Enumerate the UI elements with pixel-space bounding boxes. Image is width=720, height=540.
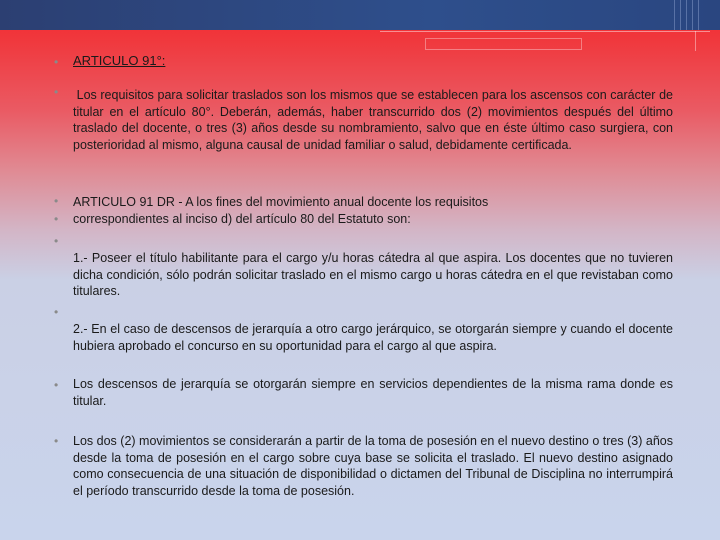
paragraph-inciso: correspondientes al inciso d) del artículo 80 del Estatuto son: — [73, 212, 411, 226]
decorative-line — [380, 31, 710, 32]
bullet-icon: • — [54, 212, 59, 226]
article-title: ARTICULO 91°: — [73, 53, 166, 68]
bullet-icon: • — [54, 85, 59, 99]
paragraph-item-1: 1.- Poseer el título habilitante para el cargo y/u horas cátedra al que aspira. Los docentes que no tuvieren dicha condición, sólo podrán solicitar traslado en el mismo cargo u horas cátedra en el que revistaban como titulares. — [73, 251, 673, 298]
paragraph-article-91-dr: ARTICULO 91 DR - A los fines del movimiento anual docente los requisitos — [73, 195, 489, 209]
paragraph-descensos: Los descensos de jerarquía se otorgarán siempre en servicios dependientes de la misma rama donde es titular. — [73, 377, 673, 408]
bullet-icon: • — [54, 378, 59, 392]
top-banner — [0, 0, 720, 30]
paragraph-requisitos: Los requisitos para solicitar traslados son los mismos que se establecen para los ascensos con carácter de titular en el artículo 80°. Deberán, además, haber transcurrido dos (2) movimientos después del último traslado del docente, o tres (3) años desde su nombramiento, salvo que en éste último caso surgiera, con posterioridad al mismo, alguna causal de unidad familiar o salud, debidamente certificada. — [73, 88, 677, 152]
bullet-icon: • — [54, 434, 59, 448]
bullet-icon: • — [54, 305, 59, 319]
bullet-icon: • — [54, 234, 59, 248]
bullet-icon: • — [54, 55, 59, 69]
decorative-frame — [425, 38, 582, 50]
decorative-frame-small — [695, 31, 710, 51]
banner-pattern — [674, 0, 702, 30]
paragraph-item-2: 2.- En el caso de descensos de jerarquía a otro cargo jerárquico, se otorgarán siempre y cuando el docente hubiera aprobado el concurso en su oportunidad para el cargo al que aspira. — [73, 322, 673, 353]
bullet-icon: • — [54, 194, 59, 208]
paragraph-movimientos: Los dos (2) movimientos se considerarán a partir de la toma de posesión en el nuevo destino o tres (3) años desde la toma de posesión en el cargo sobre cuya base se solicita el traslado. El nuevo destino asignado como consecuencia de una situación de disponibilidad o dictamen del Tribunal de Disciplina no interrumpirá el período transcurrido desde la toma de posesión. — [73, 434, 673, 498]
